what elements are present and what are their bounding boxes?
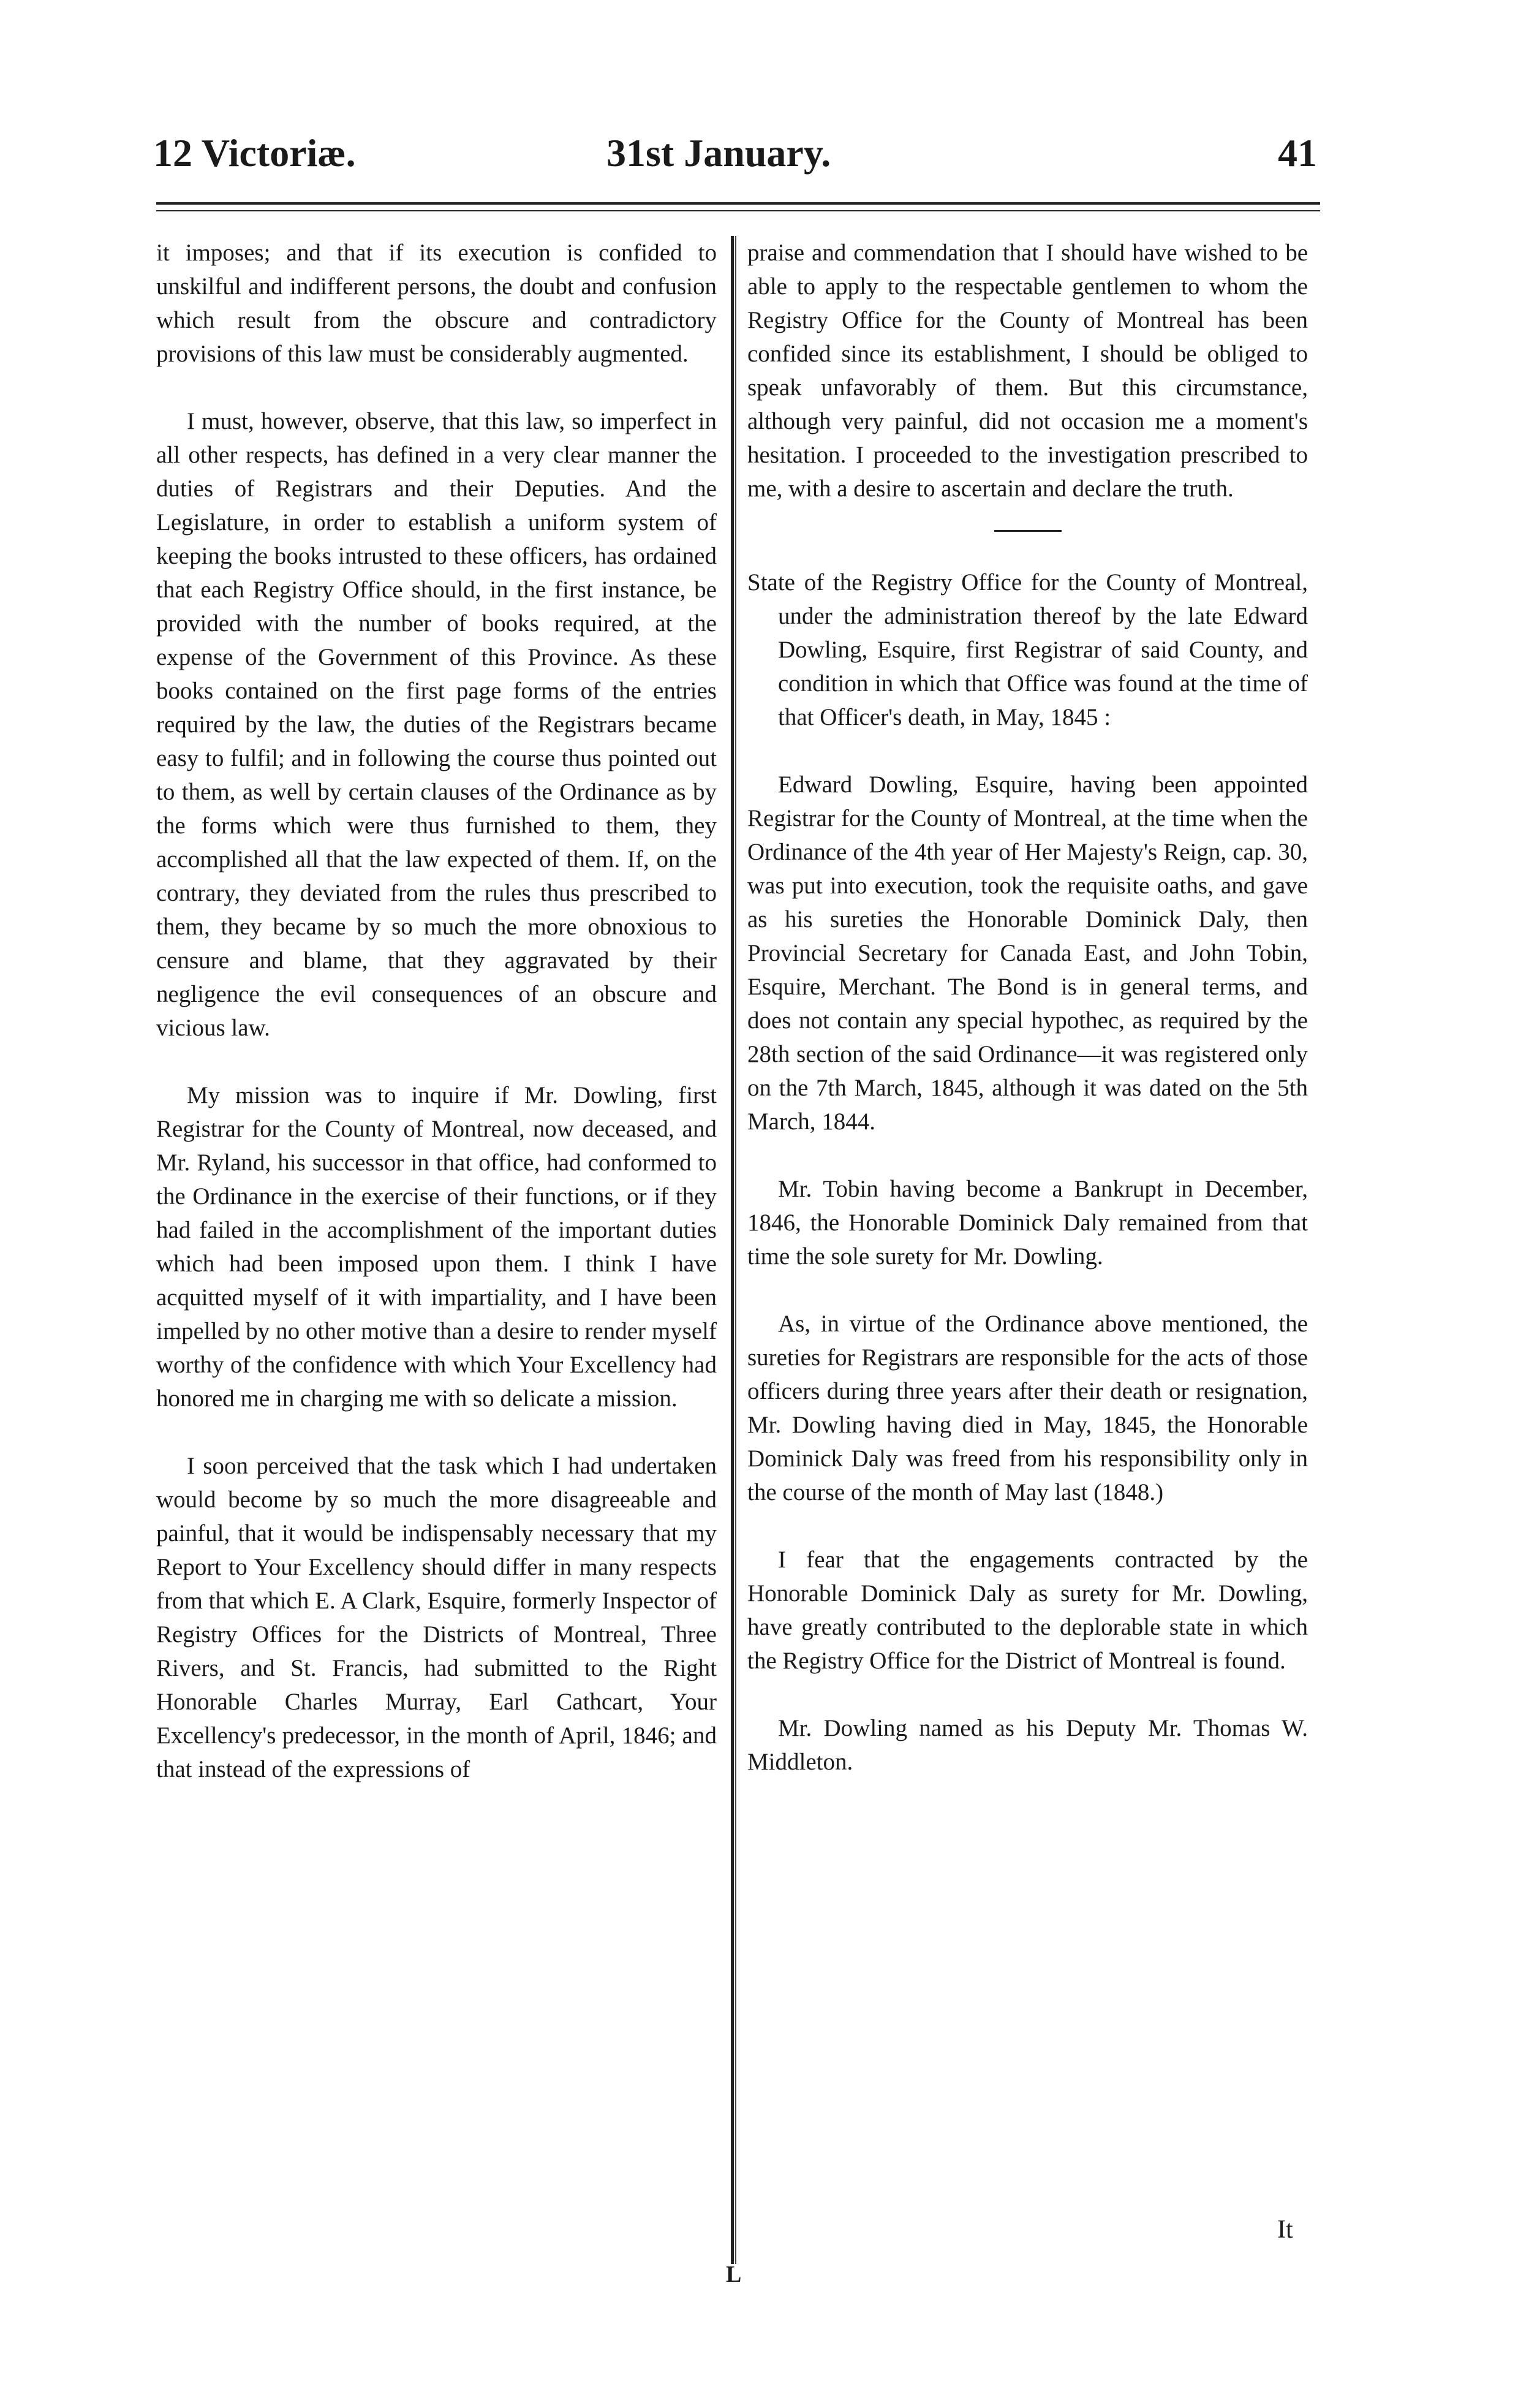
column-divider-thin [735,236,736,2264]
catchword: It [1277,2216,1293,2244]
right-column [747,236,1308,1779]
signature-mark: L [726,2262,742,2287]
column-divider [731,236,734,2264]
header-rule-thin [156,210,1320,211]
right-paragraph-3: As, in virtue of the Ordinance above mentioned, the sureties for Registrars are responsible for the acts of those officers during three years after their death or resignation, Mr. Dowling having died in May, 1845, the Honorable Dominick Daly was freed from his responsibility only in the course of the month of May last (1848.) [747,1311,1308,1505]
right-paragraph-5: Mr. Dowling named as his Deputy Mr. Thomas W. Middleton. [747,1715,1308,1775]
page-number: 41 [1278,131,1317,175]
page-header [153,123,1317,196]
header-rule-thick [156,202,1320,205]
section-heading: State of the Registry Office for the County of Montreal, under the administration thereof by the late Edward Dowling, Esquire, first Registrar of said County, and condition in which that Office was found at the time of that Officer's death, in May, 1845 : [747,569,1308,730]
left-paragraph-1: it imposes; and that if its execution is confided to unskilful and indifferent persons, the doubt and confusion which result from the obscure and contradictory provisions of this law must be considerably augmented. [156,240,717,367]
left-column [156,236,717,1786]
left-paragraph-2: I must, however, observe, that this law, so imperfect in all other respects, has defined in a very clear manner the duties of Registrars and their Deputies. And the Legislature, in order to establish a uniform system of keeping the books intrusted to these officers, has ordained that each Registry Office should, in the first instance, be provided with the number of books required, at the expense of the Government of this Province. As these books contained on the first page forms of the entries required by the law, the duties of the Registrars became easy to fulfil; and in following the course thus pointed out to them, as well by certain clauses of the Ordinance as by the forms which were thus furnished to them, they accomplished all that the law expected of them. If, on the contrary, they deviated from the rules thus prescribed to them, they became by so much the more obnoxious to censure and blame, that they aggravated by their negligence the evil consequences of an obscure and vicious law. [156,408,717,1041]
right-paragraph-4: I fear that the engagements contracted by the Honorable Dominick Daly as surety for Mr. Dowling, have greatly contributed to the deplorable state in which the Registry Office for the District of Montreal is found. [747,1547,1308,1674]
header-date: 31st January. [606,131,831,175]
header-regnal-year: 12 Victoriæ. [153,131,356,175]
left-paragraph-3: My mission was to inquire if Mr. Dowling, first Registrar for the County of Montreal, now deceased, and Mr. Ryland, his successor in that office, had conformed to the Ordinance in the exercise of their functions, or if they had failed in the accomplishment of the important duties which had been imposed upon them. I think I have acquitted myself of it with impartiality, and I have been impelled by no other motive than a desire to render myself worthy of the confidence with which Your Excellency had honored me in charging me with so delicate a mission. [156,1082,717,1412]
right-intro-paragraph: praise and commendation that I should have wished to be able to apply to the respectable gentlemen to whom the Registry Office for the County of Montreal has been confided since its establishment, I should be obliged to speak unfavorably of them. But this circumstance, although very painful, did not occasion me a moment's hesitation. I proceeded to the investigation prescribed to me, with a desire to ascertain and declare the truth. [747,240,1308,502]
right-paragraph-2: Mr. Tobin having become a Bankrupt in December, 1846, the Honorable Dominick Daly remained from that time the sole surety for Mr. Dowling. [747,1176,1308,1270]
left-paragraph-4: I soon perceived that the task which I had undertaken would become by so much the more disagreeable and painful, that it would be indispensably necessary that my Report to Your Excellency should differ in many respects from that which E. A Clark, Esquire, formerly Inspector of Registry Offices for the Districts of Montreal, Three Rivers, and St. Francis, had submitted to the Right Honorable Charles Murray, Earl Cathcart, Your Excellency's predecessor, in the month of April, 1846; and that instead of the expressions of [156,1453,717,1782]
right-paragraph-1: Edward Dowling, Esquire, having been appointed Registrar for the County of Montreal, at the time when the Ordinance of the 4th year of Her Majesty's Reign, cap. 30, was put into execution, took the requisite oaths, and gave as his sureties the Honorable Dominick Daly, then Provincial Secretary for Canada East, and John Tobin, Esquire, Merchant. The Bond is in general terms, and does not contain any special hypothec, as required by the 28th section of the said Ordinance—it was registered only on the 7th March, 1845, although it was dated on the 5th March, 1844. [747,771,1308,1135]
section-separator [994,530,1062,532]
